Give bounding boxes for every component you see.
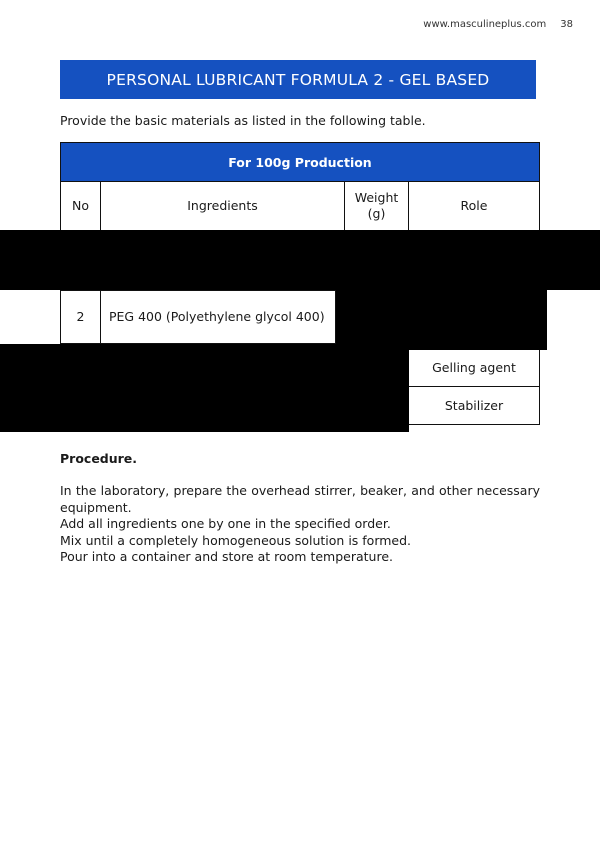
redaction-block-row2-right — [336, 290, 547, 350]
page-header — [423, 19, 573, 30]
page-number: 38 — [560, 19, 573, 30]
page-title: PERSONAL LUBRICANT FORMULA 2 - GEL BASED — [60, 60, 536, 99]
intro-text: Provide the basic materials as listed in the following table. — [60, 113, 426, 128]
procedure-text — [60, 483, 540, 566]
redaction-block-row1 — [0, 230, 600, 290]
redaction-block-rows-lower — [0, 344, 409, 432]
procedure-step: Add all ingredients one by one in the specified order. — [60, 516, 391, 531]
row2-ingredient: PEG 400 (Polyethylene glycol 400) — [100, 290, 336, 344]
procedure-step: In the laboratory, prepare the overhead stirrer, beaker, and other necessary equipment. — [60, 483, 540, 515]
col-header-no: No — [60, 181, 101, 231]
procedure-step: Pour into a container and store at room temperature. — [60, 549, 393, 564]
col-header-ingredients: Ingredients — [100, 181, 345, 231]
row2-no: 2 — [60, 290, 101, 344]
procedure-title: Procedure. — [60, 451, 138, 466]
col-header-weight: Weight (g) — [344, 181, 409, 231]
table-caption: For 100g Production — [60, 142, 540, 182]
role-cell-gelling-agent: Gelling agent — [408, 349, 540, 387]
site-url: www.masculineplus.com — [423, 19, 547, 30]
role-cell-stabilizer: Stabilizer — [408, 386, 540, 425]
col-header-role: Role — [408, 181, 540, 231]
procedure-step: Mix until a completely homogeneous solution is formed. — [60, 532, 412, 548]
